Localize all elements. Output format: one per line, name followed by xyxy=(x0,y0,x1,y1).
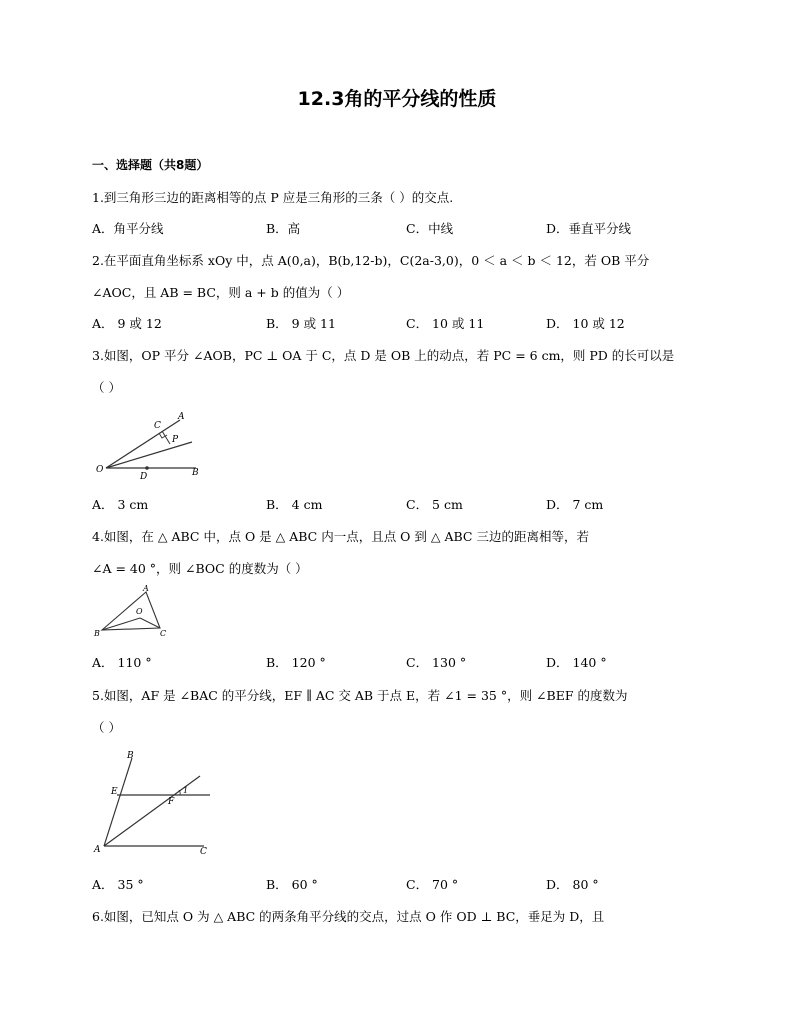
q2-option-d: D． 10 或 12 xyxy=(546,316,625,331)
question-5-text: 5.如图，AF 是 ∠BAC 的平分线，EF ∥ AC 交 AB 于点 E，若 ∠1 = 35 °，则 ∠BEF 的度数为 xyxy=(92,688,628,703)
q5-option-b: B． 60 ° xyxy=(266,877,318,892)
q3-option-c: C． 5 cm xyxy=(406,497,463,512)
q3-label-c: C xyxy=(154,421,161,431)
q5-label-f: F xyxy=(168,797,175,807)
q1-option-d: D．垂直平分线 xyxy=(546,221,632,236)
q3-option-a: A． 3 cm xyxy=(92,497,149,512)
q1-option-b: B．高 xyxy=(266,221,301,236)
q5-option-d: D． 80 ° xyxy=(546,877,599,892)
q1-option-a: A．角平分线 xyxy=(92,221,164,236)
q5-option-c: C． 70 ° xyxy=(406,877,459,892)
q3-label-d: D xyxy=(140,472,148,482)
q5-label-a: A xyxy=(94,845,101,855)
q5-option-a: A． 35 ° xyxy=(92,877,144,892)
q3-label-o: O xyxy=(96,465,104,475)
question-4-text: 4.如图，在 △ ABC 中，点 O 是 △ ABC 内一点，且点 O 到 △ ABC 三边的距离相等，若 xyxy=(92,529,589,544)
q5-label-c: C xyxy=(200,847,207,857)
q5-label-e: E xyxy=(111,787,118,797)
q5-label-1: 1 xyxy=(183,786,189,795)
q4-label-o: O xyxy=(136,607,143,616)
q1-option-c: C．中线 xyxy=(406,221,454,236)
q2-option-b: B． 9 或 11 xyxy=(266,316,336,331)
question-3-text: 3.如图，OP 平分 ∠AOB，PC ⊥ OA 于 C，点 D 是 OB 上的动点，若 PC = 6 cm，则 PD 的长可以是 xyxy=(92,348,675,363)
q5-parallel-lines-figure xyxy=(92,748,216,858)
q3-label-p: P xyxy=(172,435,179,445)
section-heading: 一、选择题（共8题） xyxy=(92,158,209,172)
q4-label-a: A xyxy=(143,584,149,593)
question-3-text-line2: （ ） xyxy=(92,380,121,395)
q3-label-a: A xyxy=(178,412,185,422)
q3-option-b: B． 4 cm xyxy=(266,497,323,512)
q3-option-d: D． 7 cm xyxy=(546,497,604,512)
page-title: 12.3角的平分线的性质 xyxy=(297,88,497,110)
question-6-text: 6.如图，已知点 O 为 △ ABC 的两条角平分线的交点，过点 O 作 OD ⊥ BC，垂足为 D，且 xyxy=(92,909,605,924)
q2-option-c: C． 10 或 11 xyxy=(406,316,485,331)
question-5-text-line2: （ ） xyxy=(92,720,121,735)
q4-label-c: C xyxy=(160,629,167,638)
question-2-text-line2: ∠AOC，且 AB = BC，则 a + b 的值为（ ） xyxy=(92,285,350,300)
question-1-text: 1.到三角形三边的距离相等的点 P 应是三角形的三条（ ）的交点. xyxy=(92,190,454,205)
q5-label-b: B xyxy=(127,751,134,761)
q4-label-b: B xyxy=(94,629,100,638)
q4-option-d: D． 140 ° xyxy=(546,655,607,670)
q4-triangle-figure xyxy=(92,584,174,640)
q2-option-a: A． 9 或 12 xyxy=(92,316,162,331)
q4-option-b: B． 120 ° xyxy=(266,655,326,670)
q4-option-a: A． 110 ° xyxy=(92,655,152,670)
q3-label-b: B xyxy=(192,468,199,478)
q4-option-c: C． 130 ° xyxy=(406,655,467,670)
q3-angle-bisector-figure xyxy=(92,408,212,484)
question-4-text-line2: ∠A = 40 °，则 ∠BOC 的度数为（ ） xyxy=(92,561,308,576)
question-2-text: 2.在平面直角坐标系 xOy 中，点 A(0,a)，B(b,12-b)，C(2a-3,0)，0 ＜ a ＜ b ＜ 12，若 OB 平分 xyxy=(92,253,650,268)
